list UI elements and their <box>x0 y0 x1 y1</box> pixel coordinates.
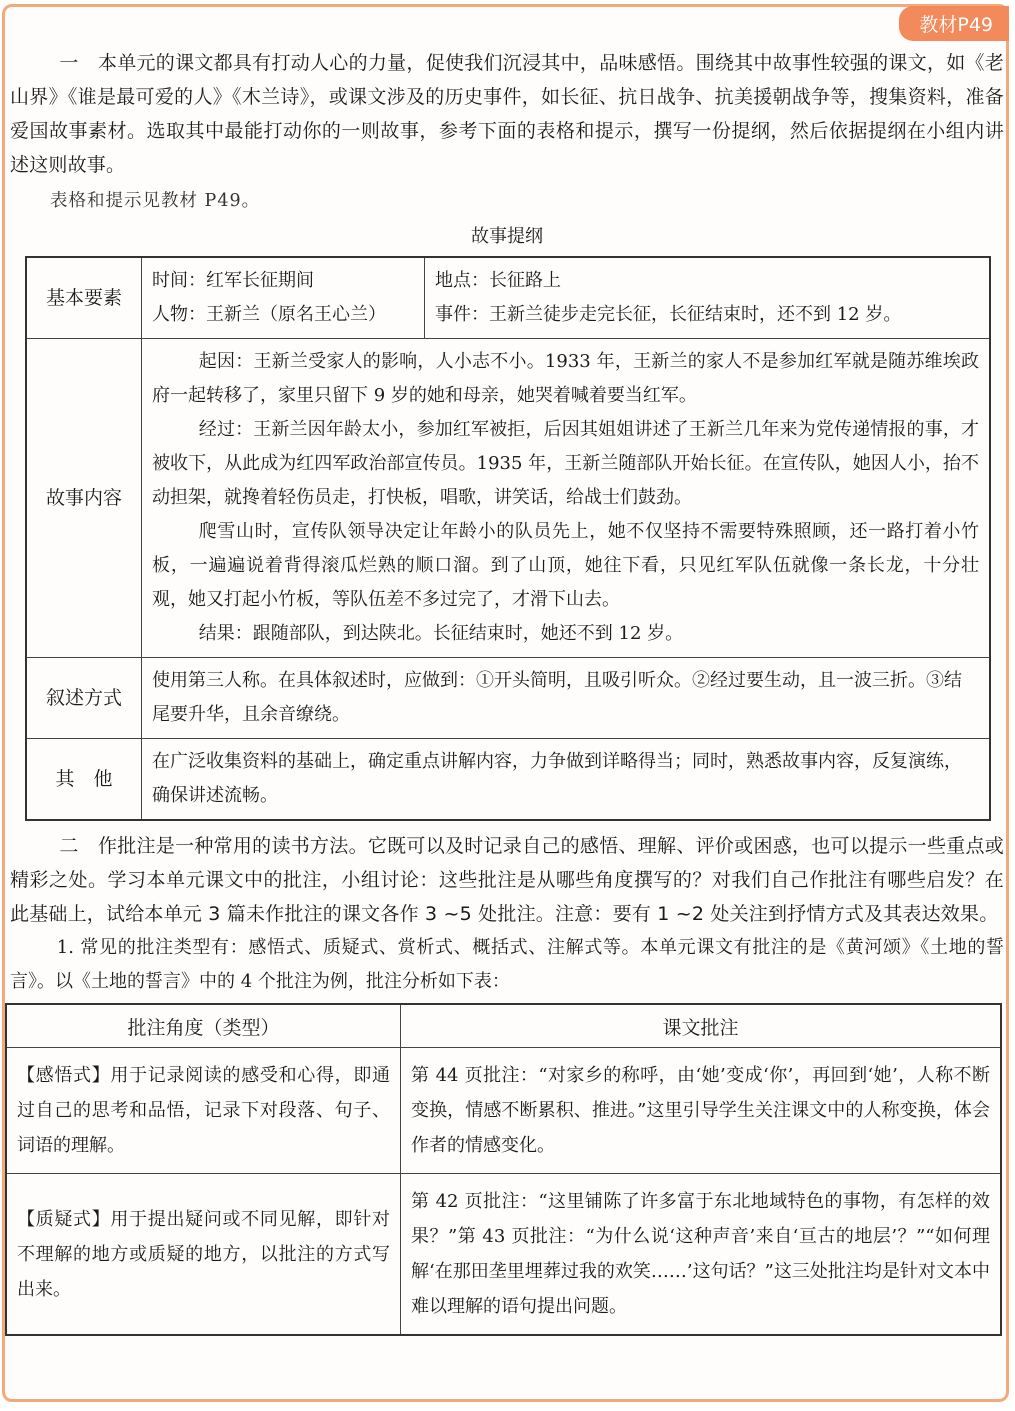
basic-elements-row <box>26 257 990 339</box>
annotation-table <box>5 1003 1002 1336</box>
person-text: 人物：王新兰（原名王心兰） <box>152 304 386 325</box>
event-text: 事件：王新兰徒步走完长征，长征结束时，还不到 12 岁。 <box>435 304 902 325</box>
other-row <box>26 739 990 821</box>
story-result: 结果：跟随部队，到达陕北。长征结束时，她还不到 12 岁。 <box>198 623 684 644</box>
basic-elements-label: 基本要素 <box>26 257 142 339</box>
other-label: 其 他 <box>26 739 142 821</box>
story-content-row <box>26 339 990 658</box>
time-person-cell <box>142 257 425 339</box>
section2-subparagraph: 1. 常见的批注类型有：感悟式、质疑式、赏析式、概括式、注解式等。本单元课文有批注的是《黄河颂》《土地的誓言》。以《土地的誓言》中的 4 个批注为例，批注分析如下表： <box>10 937 1004 992</box>
annotation-note-cell: 第 42 页批注：“这里铺陈了许多富于东北地域特色的事物，有怎样的效果？”第 43 页批注：“为什么说‘这种声音’来自‘亘古的地层’？”“如何理解‘在那田垄里埋葬过我的欢笑……’这句话？”这三处批注均是针对文本中难以理解的语句提出问题。 <box>401 1174 1002 1336</box>
story-snow-mountain: 爬雪山时，宣传队领导决定让年龄小的队员先上，她不仅坚持不需要特殊照顾，还一路打着小竹板，一遍遍说着背得滚瓜烂熟的顺口溜。到了山顶，她往下看，只见红军队伍就像一条长龙，十分壮观，她又打起小竹板，等队伍差不多过完了，才滑下山去。 <box>152 521 979 610</box>
story-content-cell <box>142 339 991 658</box>
annotation-row <box>6 1174 1001 1336</box>
annotation-type-cell: 【质疑式】用于提出疑问或不同见解，即针对不理解的地方或质疑的地方，以批注的方式写出来。 <box>6 1174 401 1336</box>
narration-row <box>26 658 990 739</box>
annotation-type-cell: 【感悟式】用于记录阅读的感受和心得，即通过自己的思考和品悟，记录下对段落、句子、词语的理解。 <box>6 1048 401 1174</box>
page-content <box>10 46 1004 1336</box>
story-process: 经过：王新兰因年龄太小，参加红军被拒，后因其姐姐讲述了王新兰几年来为党传递情报的事，才被收下，从此成为红四军政治部宣传员。1935 年，王新兰随部队开始长征。在宣传队，她因人小，抬不动担架，就搀着轻伤员走，打快板，唱歌，讲笑话，给战士们鼓劲。 <box>152 419 979 508</box>
place-text: 地点：长征路上 <box>435 270 561 291</box>
outline-table-caption: 故事提纲 <box>471 226 543 247</box>
story-cause: 起因：王新兰受家人的影响，人小志不小。1933 年，王新兰的家人不是参加红军就是随苏维埃政府一起转移了，家里只留下 9 岁的她和母亲，她哭着喊着要当红军。 <box>152 351 979 406</box>
section1-note: 表格和提示见教材 P49。 <box>50 191 261 211</box>
annotation-note-cell: 第 44 页批注：“对家乡的称呼，由‘她’变成‘你’，再回到‘她’，人称不断变换，情感不断累积、推进。”这里引导学生关注课文中的人称变换，体会作者的情感变化。 <box>401 1048 1002 1174</box>
place-event-cell <box>425 257 991 339</box>
story-content-label: 故事内容 <box>26 339 142 658</box>
textbook-page-tag: 教材P49 <box>899 6 1009 41</box>
header-annotation-text: 课文批注 <box>401 1004 1002 1048</box>
annotation-header-row <box>6 1004 1001 1048</box>
section1-paragraph: 一 本单元的课文都具有打动人心的力量，促使我们沉浸其中，品味感悟。围绕其中故事性较强的课文，如《老山界》《谁是最可爱的人》《木兰诗》，或课文涉及的历史事件，如长征、抗日战争、抗美援朝战争等，搜集资料，准备爱国故事素材。选取其中最能打动你的一则故事，参考下面的表格和提示，撰写一份提纲，然后依据提纲在小组内讲述这则故事。 <box>10 52 1004 176</box>
narration-text: 使用第三人称。在具体叙述时，应做到：①开头简明，且吸引听众。②经过要生动，且一波三折。③结尾要升华，且余音缭绕。 <box>142 658 991 739</box>
other-text: 在广泛收集资料的基础上，确定重点讲解内容，力争做到详略得当；同时，熟悉故事内容，反复演练，确保讲述流畅。 <box>142 739 991 821</box>
header-annotation-type: 批注角度（类型） <box>6 1004 401 1048</box>
story-outline-table <box>25 256 991 821</box>
time-text: 时间：红军长征期间 <box>152 270 314 291</box>
narration-label: 叙述方式 <box>26 658 142 739</box>
section2-paragraph: 二 作批注是一种常用的读书方法。它既可以及时记录自己的感悟、理解、评价或困惑，也可以提示一些重点或精彩之处。学习本单元课文中的批注，小组讨论：这些批注是从哪些角度撰写的？对我们自己作批注有哪些启发？在此基础上，试给本单元 3 篇未作批注的课文各作 3 ~5 处批注。注意：要有 1 ~2 处关注到抒情方式及其表达效果。 <box>10 835 1004 925</box>
annotation-row <box>6 1048 1001 1174</box>
